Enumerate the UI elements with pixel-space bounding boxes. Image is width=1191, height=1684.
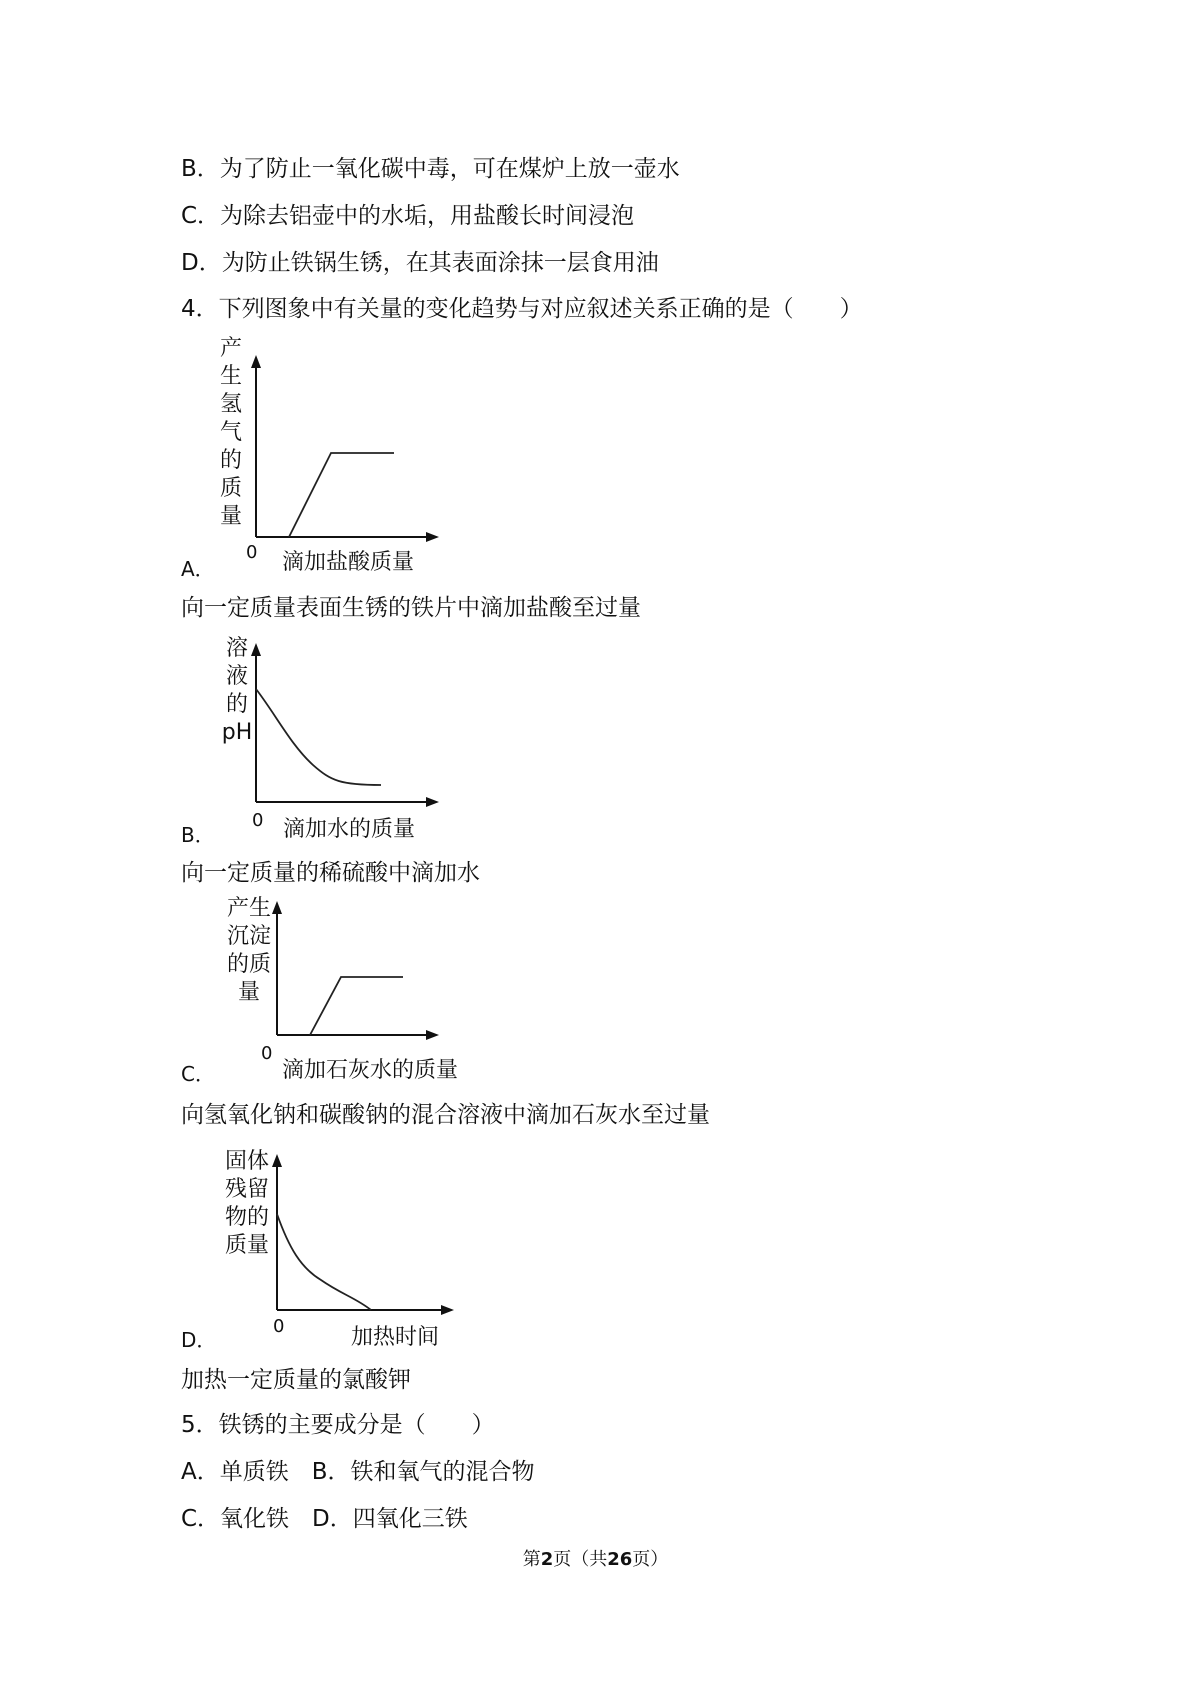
graph-a-curve	[289, 453, 394, 537]
page-footer: 第2页（共26页）	[522, 1549, 669, 1570]
q3-option-d: D．为防止铁锅生锈，在其表面涂抹一层食用油	[181, 250, 659, 276]
graph-c-y-arrow	[272, 901, 282, 914]
graph-a	[181, 335, 441, 581]
graph-d-origin: 0	[273, 1316, 285, 1337]
graph-c-xlabel: 滴加石灰水的质量	[282, 1058, 459, 1083]
graph-b	[181, 635, 441, 845]
graph-c-option-label: C．	[181, 1062, 215, 1086]
graph-b-curve	[256, 689, 381, 785]
page-number: 2	[540, 1549, 554, 1570]
graph-c-description: 向氢氧化钠和碳酸钠的混合溶液中滴加石灰水至过量	[181, 1102, 710, 1128]
graph-c-ylabel: 产生 沉淀 的质 量	[226, 896, 271, 1005]
graph-b-ylabel: 溶 液 的 pH	[221, 636, 253, 745]
graph-d-x-arrow	[441, 1305, 454, 1315]
graph-b-origin: 0	[252, 810, 264, 831]
graph-a-description: 向一定质量表面生锈的铁片中滴加盐酸至过量	[181, 595, 641, 621]
graph-a-plot	[181, 335, 441, 575]
page-total: 26	[607, 1549, 633, 1570]
q5-stem: 5．铁锈的主要成分是（ ）	[181, 1412, 495, 1438]
q3-option-c: C．为除去铝壶中的水垢，用盐酸长时间浸泡	[181, 203, 635, 229]
graph-c	[181, 895, 461, 1090]
q3-option-b: B．为了防止一氧化碳中毒，可在煤炉上放一壶水	[181, 156, 680, 182]
graph-a-x-arrow	[426, 532, 439, 542]
graph-a-ylabel: 产 生 氢 气 的 质 量	[219, 336, 242, 529]
graph-b-x-arrow	[426, 797, 439, 807]
graph-c-x-arrow	[426, 1030, 439, 1040]
graph-d-plot	[181, 1148, 461, 1348]
q4-stem: 4．下列图象中有关量的变化趋势与对应叙述关系正确的是（ ）	[181, 296, 863, 322]
graph-b-description: 向一定质量的稀硫酸中滴加水	[181, 860, 480, 886]
graph-a-xlabel: 滴加盐酸质量	[282, 550, 415, 575]
graph-d-option-label: D．	[181, 1328, 217, 1352]
graph-d	[181, 1148, 461, 1352]
graph-a-origin: 0	[246, 542, 258, 563]
graph-c-origin: 0	[261, 1043, 273, 1064]
graph-b-xlabel: 滴加水的质量	[283, 817, 416, 842]
graph-a-option-label: A．	[181, 557, 215, 581]
graph-d-ylabel: 固体 残留 物的 质量	[224, 1149, 269, 1258]
graph-d-y-arrow	[272, 1154, 282, 1167]
graph-b-y-arrow	[251, 643, 261, 656]
graph-d-description: 加热一定质量的氯酸钾	[181, 1367, 411, 1393]
graph-c-curve	[310, 977, 403, 1035]
q5-options-line2: C．氧化铁 D．四氧化三铁	[181, 1506, 468, 1532]
graph-a-y-arrow	[251, 355, 261, 368]
graph-d-curve	[277, 1214, 371, 1310]
graph-b-option-label: B．	[181, 823, 215, 847]
graph-d-xlabel: 加热时间	[351, 1325, 440, 1350]
q5-options-line1: A．单质铁 B．铁和氧气的混合物	[181, 1459, 535, 1485]
